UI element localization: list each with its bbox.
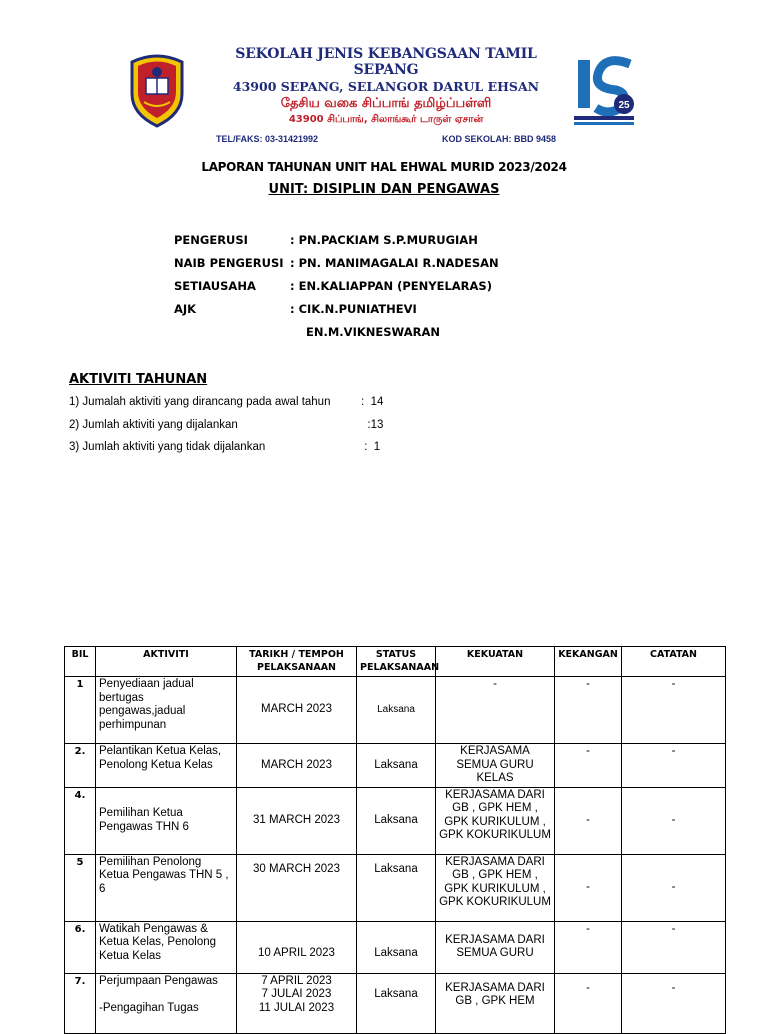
table-row	[65, 921, 726, 973]
column-header: KEKANGAN	[555, 647, 622, 677]
cell-kekangan: -	[555, 854, 622, 921]
tel-fax: TEL/FAKS: 03-31421992	[216, 134, 319, 144]
activity-title: AKTIVITI TAHUNAN	[69, 372, 208, 387]
cell-kekangan: -	[555, 973, 622, 1033]
tarikh-line: 11 JULAI 2023	[258, 1001, 335, 1014]
cell-catatan: -	[622, 921, 726, 973]
cell-aktiviti: Watikah Pengawas & Ketua Kelas, Penolong Ketua Kelas	[96, 921, 237, 973]
school-name: SEKOLAH JENIS KEBANGSAAN TAMIL SEPANG	[235, 46, 537, 78]
cell-bil: 2.	[65, 744, 96, 788]
committee-row	[174, 256, 499, 279]
cell-catatan: -	[622, 744, 726, 788]
cell-bil: 6.	[65, 921, 96, 973]
stat-label: 2) Jumlah aktiviti yang dijalankan	[69, 418, 238, 431]
column-header: STATUS PELAKSANAAN	[357, 647, 436, 677]
column-header: CATATAN	[622, 647, 726, 677]
committee-role: NAIB PENGERUSI	[174, 256, 284, 270]
column-header: TARIKH / TEMPOH PELAKSANAAN	[237, 647, 357, 677]
table-row	[65, 744, 726, 788]
cell-catatan: -	[622, 854, 726, 921]
cell-tarikh: MARCH 2023	[237, 744, 357, 788]
table-row	[65, 787, 726, 854]
cell-bil: 7.	[65, 973, 96, 1033]
cell-kekuatan: -	[436, 677, 555, 744]
cell-tarikh: 10 APRIL 2023	[237, 921, 357, 973]
stat-value: : 14	[361, 396, 384, 408]
school-address: 43900 SEPANG, SELANGOR DARUL EHSAN	[232, 79, 540, 94]
cell-kekuatan: KERJASAMA DARI SEMUA GURU	[436, 921, 555, 973]
cell-kekuatan: KERJASAMA DARI GB , GPK HEM	[436, 973, 555, 1033]
cell-status: Laksana	[357, 921, 436, 973]
cell-bil: 4.	[65, 787, 96, 854]
cell-catatan: -	[622, 973, 726, 1033]
cell-kekangan: -	[555, 787, 622, 854]
cell-aktiviti	[96, 973, 237, 1033]
aktiviti-line: -Pengagihan Tugas	[99, 1002, 199, 1014]
unit-title: UNIT: DISIPLIN DAN PENGAWAS	[268, 182, 500, 197]
letterhead	[120, 44, 650, 144]
table-row	[65, 973, 726, 1033]
cell-status: Laksana	[357, 854, 436, 921]
stat-value: :13	[361, 418, 384, 431]
column-header: BIL	[65, 647, 96, 677]
activity-table	[64, 646, 726, 1034]
cell-kekuatan: KERJASAMA DARI GB , GPK HEM , GPK KURIKULUM , GPK KOKURIKULUM	[436, 787, 555, 854]
stat-row	[69, 396, 383, 419]
cell-aktiviti: Pemilihan Penolong Ketua Pengawas THN 5 , 6	[96, 854, 237, 921]
committee-name: : CIK.N.PUNIATHEVI	[290, 302, 417, 316]
committee-row	[174, 279, 499, 302]
cell-aktiviti: Penyediaan jadual bertugas pengawas,jadual perhimpunan	[96, 677, 237, 744]
tarikh-line: 7 JULAI 2023	[261, 988, 332, 1000]
committee-name: : EN.KALIAPPAN (PENYELARAS)	[290, 279, 492, 293]
cell-status: Laksana	[357, 787, 436, 854]
cell-status: Laksana	[357, 677, 436, 744]
table-row	[65, 854, 726, 921]
anniversary-25-logo	[568, 50, 640, 130]
cell-bil: 5	[65, 854, 96, 921]
aktiviti-line: Perjumpaan Pengawas	[99, 974, 218, 987]
cell-kekangan: -	[555, 921, 622, 973]
column-header: KEKUATAN	[436, 647, 555, 677]
school-crest-logo	[124, 48, 190, 128]
cell-kekangan: -	[555, 677, 622, 744]
cell-status: Laksana	[357, 744, 436, 788]
badge-number: 25	[618, 100, 630, 111]
column-header: AKTIVITI	[96, 647, 237, 677]
committee-row	[174, 325, 499, 348]
cell-aktiviti: Pemilihan Ketua Pengawas THN 6	[96, 787, 237, 854]
committee-list	[174, 233, 499, 348]
committee-row	[174, 233, 499, 256]
stat-row	[69, 441, 383, 464]
cell-kekuatan: KERJASAMA SEMUA GURU KELAS	[436, 744, 555, 788]
cell-aktiviti: Pelantikan Ketua Kelas, Penolong Ketua Kelas	[96, 744, 237, 788]
cell-kekuatan: KERJASAMA DARI GB , GPK HEM , GPK KURIKULUM , GPK KOKURIKULUM	[436, 854, 555, 921]
report-title: LAPORAN TAHUNAN UNIT HAL EHWAL MURID 2023/2024	[201, 160, 567, 174]
stat-row	[69, 419, 383, 442]
school-code: KOD SEKOLAH: BBD 9458	[441, 134, 556, 144]
committee-name: : PN. MANIMAGALAI R.NADESAN	[290, 256, 499, 270]
committee-role: SETIAUSAHA	[174, 279, 256, 293]
cell-bil: 1	[65, 677, 96, 744]
activity-stats	[69, 396, 383, 464]
stat-value: : 1	[361, 441, 381, 453]
committee-name: : PN.PACKIAM S.P.MURUGIAH	[290, 233, 478, 247]
cell-status: Laksana	[357, 973, 436, 1033]
committee-role: PENGERUSI	[174, 233, 248, 247]
committee-row	[174, 302, 499, 325]
cell-kekangan: -	[555, 744, 622, 788]
cell-tarikh	[237, 973, 357, 1033]
cell-catatan: -	[622, 677, 726, 744]
table-row	[65, 677, 726, 744]
school-address-tamil: 43900 சிப்பாங், சிலாங்கூர் டாருள் ஏசான்	[288, 114, 484, 125]
table-header-row	[65, 647, 726, 677]
tarikh-line: 7 APRIL 2023	[261, 974, 332, 987]
committee-role: AJK	[174, 302, 197, 316]
school-name-tamil: தேசிய வகை சிப்பாங் தமிழ்ப்பள்ளி	[280, 96, 492, 111]
contact-row	[206, 134, 566, 144]
committee-name: EN.M.VIKNESWARAN	[290, 325, 440, 339]
cell-tarikh: MARCH 2023	[237, 677, 357, 744]
stat-label: 1) Jumalah aktiviti yang dirancang pada awal tahun	[69, 396, 331, 408]
cell-tarikh: 31 MARCH 2023	[237, 787, 357, 854]
cell-tarikh: 30 MARCH 2023	[237, 854, 357, 921]
letterhead-text	[206, 46, 566, 144]
cell-catatan: -	[622, 787, 726, 854]
stat-label: 3) Jumlah aktiviti yang tidak dijalankan	[69, 441, 266, 453]
